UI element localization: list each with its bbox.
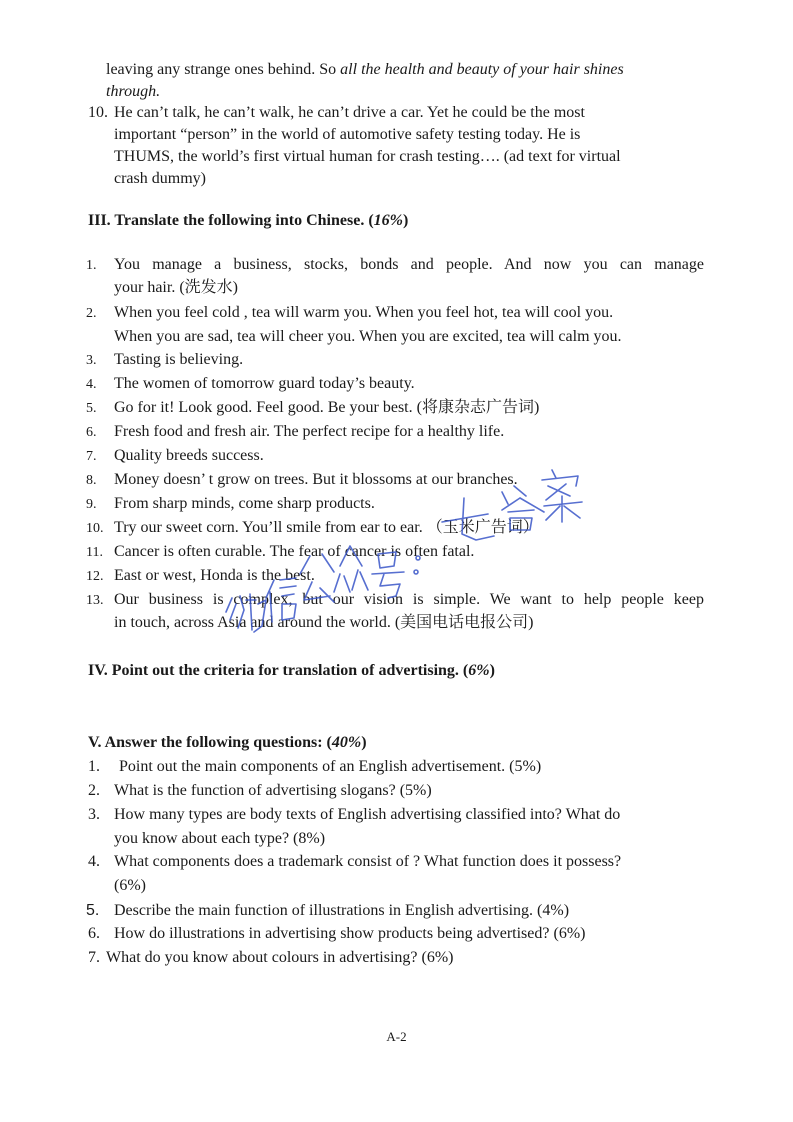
s3-item-12-number: 12. [86, 569, 104, 584]
s5-item-4-line-2: (6%) [114, 877, 146, 894]
s3-item-1-number: 1. [86, 258, 97, 273]
s5-item-6-line-1: How do illustrations in advertising show products being advertised? (6%) [114, 925, 586, 942]
section5-title: V. Answer the following questions: ( [88, 734, 332, 751]
s3-item-13-number: 13. [86, 593, 104, 608]
s3-item-2-line-2: When you are sad, tea will cheer you. When you are excited, tea will calm you. [114, 328, 622, 345]
s5-item-3-number: 3. [88, 806, 100, 823]
s3-item-2-number: 2. [86, 306, 97, 321]
s3-item-11-number: 11. [86, 545, 103, 560]
s3-item-7-number: 7. [86, 449, 97, 464]
s5-item-3-line-1: How many types are body texts of English advertising classified into? What do [114, 806, 621, 823]
s5-item-7-line-1: What do you know about colours in advertising? (6%) [106, 949, 454, 966]
s3-item-8-line-1: Money doesn’ t grow on trees. But it blossoms at our branches. [114, 471, 518, 488]
s5-item-5-number: 5. [86, 902, 100, 919]
section3-close: ) [402, 212, 409, 229]
item10-number: 10. [88, 104, 108, 121]
section3-pct: 16% [373, 212, 403, 229]
section4-close: ) [489, 662, 495, 679]
s3-item-9-number: 9. [86, 497, 97, 512]
s3-item-13-line-1: Our business is complex, but our vision is simple. We want to help people keep [114, 591, 704, 608]
s5-item-5-line-1: Describe the main function of illustrations in English advertising. (4%) [114, 902, 570, 919]
s3-item-10-line-1: Try our sweet corn. You’ll smile from ear to ear. （玉米广告词） [114, 519, 539, 536]
s5-item-7-number: 7. [88, 949, 100, 966]
s5-item-2-number: 2. [88, 782, 100, 799]
item10-line-1: He can’t talk, he can’t walk, he can’t drive a car. Yet he could be the most [114, 104, 585, 121]
s5-item-6-number: 6. [88, 925, 100, 942]
s5-item-4-line-1: What components does a trademark consist of ? What function does it possess? [114, 853, 622, 870]
section4-title: IV. Point out the criteria for translation of advertising. ( [88, 662, 469, 679]
section4-pct: 6% [468, 662, 490, 679]
s3-item-9-line-1: From sharp minds, come sharp products. [114, 495, 375, 512]
s3-item-8-number: 8. [86, 473, 97, 488]
s5-item-2-line-1: What is the function of advertising slogans? (5%) [114, 782, 432, 799]
page-number: A-2 [386, 1029, 407, 1044]
s3-item-6-line-1: Fresh food and fresh air. The perfect recipe for a healthy life. [114, 423, 505, 440]
intro-line-1 [106, 59, 624, 81]
section3-title: III. Translate the following into Chinese. ( [88, 212, 374, 229]
s3-item-10-number: 10. [86, 521, 104, 536]
s3-item-2-line-1: When you feel cold , tea will warm you. When you feel hot, tea will cool you. [114, 304, 614, 321]
item10-line-2: important “person” in the world of automotive safety testing today. He is [114, 126, 581, 143]
section5-close: ) [361, 734, 367, 751]
s3-item-3-line-1: Tasting is believing. [114, 351, 244, 368]
s3-item-5-line-1: Go for it! Look good. Feel good. Be your best. (将康杂志广告词) [114, 399, 540, 416]
intro-line-1-italic: all the health and beauty of your hair shines [340, 61, 624, 78]
s3-item-5-number: 5. [86, 401, 97, 416]
item10-line-3: THUMS, the world’s first virtual human for crash testing…. (ad text for virtual [114, 148, 621, 165]
s3-item-4-line-1: The women of tomorrow guard today’s beauty. [114, 375, 415, 392]
section5-pct: 40% [331, 734, 362, 751]
s3-item-4-number: 4. [86, 377, 97, 392]
section3-heading [88, 210, 408, 232]
item10-line-4: crash dummy) [114, 170, 206, 187]
s5-item-3-line-2: you know about each type? (8%) [114, 830, 326, 847]
s3-item-7-line-1: Quality breeds success. [114, 447, 264, 464]
s5-item-1-line-1: Point out the main components of an English advertisement. (5%) [115, 758, 542, 775]
s3-item-1-line-2: your hair. (洗发水) [114, 279, 238, 296]
section4-heading [88, 660, 495, 682]
s3-item-13-line-2: in touch, across Asia and around the world. (美国电话电报公司) [114, 614, 534, 631]
s3-item-12-line-1: East or west, Honda is the best. [114, 567, 315, 584]
intro-line-2: through. [106, 83, 161, 100]
s3-item-1-line-1: You manage a business, stocks, bonds and people. And now you can manage [114, 256, 704, 273]
s5-item-1-number: 1. [88, 758, 100, 775]
s5-item-4-number: 4. [88, 853, 100, 870]
s3-item-11-line-1: Cancer is often curable. The fear of cancer is often fatal. [114, 543, 475, 560]
s3-item-6-number: 6. [86, 425, 97, 440]
section5-heading [88, 732, 367, 754]
intro-line-1-plain: leaving any strange ones behind. So [106, 61, 341, 78]
s3-item-3-number: 3. [86, 353, 97, 368]
